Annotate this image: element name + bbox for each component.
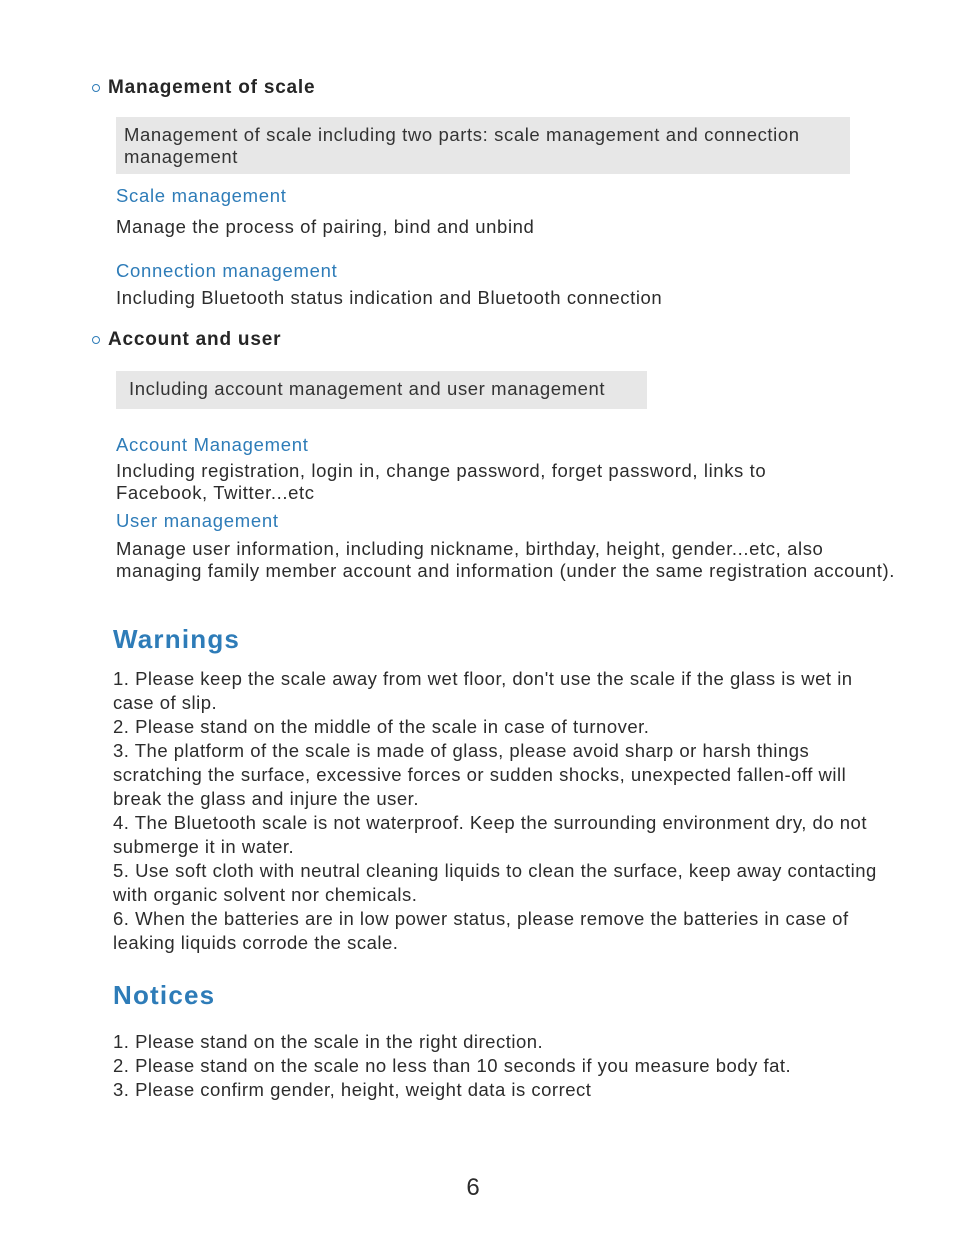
section-management-of-scale	[92, 77, 315, 99]
list-item: 1. Please keep the scale away from wet floor, don't use the scale if the glass is wet in case of slip.	[113, 668, 853, 713]
section-title: Account and user	[108, 329, 282, 350]
list-item: 3. The platform of the scale is made of glass, please avoid sharp or harsh things scratching the surface, excessive forces or sudden shocks, unexpected fallen-off will break the glass and injure the user.	[113, 740, 847, 809]
warnings-list	[113, 667, 893, 955]
scale-management-heading: Scale management	[116, 185, 287, 206]
notices-list	[113, 1030, 893, 1102]
user-management-text: Manage user information, including nickname, birthday, height, gender...etc, also managing family member account and information (under the same registration account).	[116, 538, 896, 581]
account-management-text: Including registration, login in, change password, forget password, links to Facebook, Twitter...etc	[116, 460, 767, 503]
list-item: 4. The Bluetooth scale is not waterproof. Keep the surrounding environment dry, do not submerge it in water.	[113, 812, 867, 857]
account-management-heading: Account Management	[116, 434, 309, 455]
circle-bullet-icon	[92, 336, 100, 344]
page-number: 6	[466, 1174, 480, 1201]
connection-management-text: Including Bluetooth status indication and Bluetooth connection	[116, 287, 663, 308]
list-item: 6. When the batteries are in low power status, please remove the batteries in case of leaking liquids corrode the scale.	[113, 908, 849, 953]
user-management-heading: User management	[116, 510, 279, 531]
warnings-title: Warnings	[113, 624, 241, 654]
section-account-and-user	[92, 329, 281, 351]
list-item: 5. Use soft cloth with neutral cleaning liquids to clean the surface, keep away contacting with organic solvent nor chemicals.	[113, 860, 877, 905]
list-item: 2. Please stand on the middle of the scale in case of turnover.	[113, 716, 650, 737]
scale-management-text: Manage the process of pairing, bind and unbind	[116, 216, 535, 237]
section-title: Management of scale	[108, 77, 316, 98]
list-item: 1. Please stand on the scale in the right direction.	[113, 1031, 544, 1052]
list-item: 2. Please stand on the scale no less than 10 seconds if you measure body fat.	[113, 1055, 792, 1076]
summary-box: Management of scale including two parts: scale management and connection management	[116, 117, 850, 174]
list-item: 3. Please confirm gender, height, weight data is correct	[113, 1079, 592, 1100]
connection-management-heading: Connection management	[116, 260, 338, 281]
circle-bullet-icon	[92, 84, 100, 92]
notices-title: Notices	[113, 980, 216, 1010]
summary-box: Including account management and user management	[116, 371, 647, 409]
